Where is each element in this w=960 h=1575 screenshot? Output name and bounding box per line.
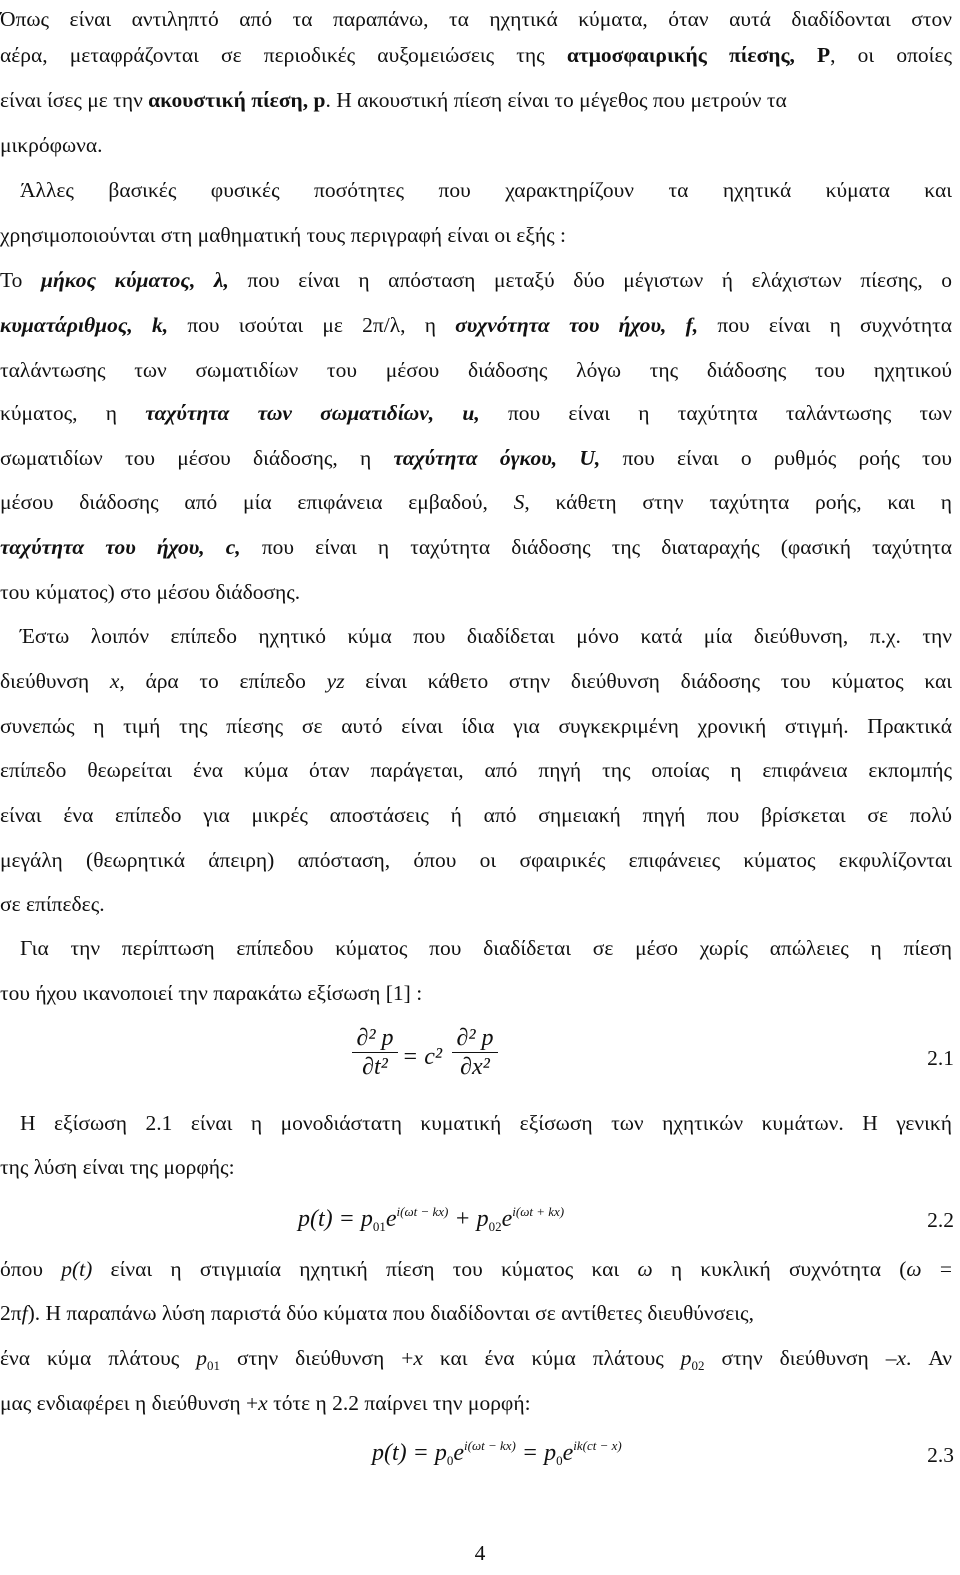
paragraph-line: σωματιδίων του μέσου διάδοσης, η ταχύτητα όγκου, U, που είναι ο ρυθμός ροής του [0,446,952,470]
equation-operator: = c² [402,1044,443,1070]
paragraph-line: κυματάριθμος, k, που ισούται με 2π/λ, η συχνότητα του ήχου, f, που είναι η συχνότητα [0,313,953,337]
paragraph-line: μεγάλη (θεωρητικά άπειρη) απόσταση, όπου οι σφαιρικές επιφάνειες κύματος εκφυλίζονται [0,848,952,872]
paragraph-line: της λύση είναι της μορφής: [0,1155,235,1179]
paragraph-line: του ήχου ικανοποιεί την παρακάτω εξίσωση [1] : [0,981,423,1005]
paragraph-line: μας ενδιαφέρει η διεύθυνση +x τότε η 2.2 παίρνει την μορφή: [0,1391,531,1415]
paragraph-line: Το μήκος κύματος, λ, που είναι η απόσταση μεταξύ δύο μέγιστων ή ελάχιστων πίεσης, ο [0,268,953,292]
equation-number: 2.1 [927,1046,954,1070]
paragraph-line: είναι ίσες με την ακουστική πίεση, p. Η ακουστική πίεση είναι το μέγεθος που μετρούν τα [0,88,787,112]
equation-number: 2.2 [927,1208,954,1232]
paragraph-line: μέσου διάδοσης από μία επιφάνεια εμβαδού, S, κάθετη στην ταχύτητα ροής, και η [0,490,952,514]
paragraph-line: είναι ένα επίπεδο για μικρές αποστάσεις ή από σημειακή πηγή που βρίσκεται σε πολύ [0,803,952,827]
equation-2-1 [0,1024,960,1094]
page-number: 4 [474,1541,486,1565]
paragraph-line: ταλάντωσης των σωματιδίων του μέσου διάδοσης λόγω της διάδοσης του ηχητικού [0,358,952,382]
paragraph-line: ταχύτητα του ήχου, c, που είναι η ταχύτητα διάδοσης της διαταραχής (φασική ταχύτητα [0,535,952,559]
paragraph-line: του κύματος) στο μέσου διάδοσης. [0,580,301,604]
paragraph-line: αέρα, μεταφράζονται σε περιοδικές αυξομειώσεις της ατμοσφαιρικής πίεσης, P, οι οποίες [0,43,952,67]
paragraph-line: διεύθυνση x, άρα το επίπεδο yz είναι κάθετο στην διεύθυνση διάδοσης του κύματος και [0,669,953,693]
equation-2-3 [0,1430,960,1500]
paragraph-line: Όπως είναι αντιληπτό από τα παραπάνω, τα ηχητικά κύματα, όταν αυτά διαδίδονται στον [0,7,952,31]
paragraph-line: 2πf). Η παραπάνω λύση παριστά δύο κύματα που διαδίδονται σε αντίθετες διευθύνσεις, [0,1301,754,1325]
equation-fraction: ∂² p ∂x² [452,1024,498,1081]
paragraph-line: όπου p(t) είναι η στιγμιαία ηχητική πίεση του κύματος και ω η κυκλική συχνότητα (ω = [0,1257,952,1281]
equation-body: $p(t) = p_0e^{i(\omega t - kx)} = p_0e^{ik(ct - x)}$ [372,1438,622,1468]
paragraph-line: συνεπώς η τιμή της πίεσης σε αυτό είναι ίδια για συγκεκριμένη χρονική στιγμή. Πρακτικά [0,714,952,738]
paragraph-line: Άλλες βασικές φυσικές ποσότητες που χαρακτηρίζουν τα ηχητικά κύματα και [20,178,952,202]
paragraph-line: μικρόφωνα. [0,133,103,157]
paragraph-line: ένα κύμα πλάτους $p_{01}$ στην διεύθυνση +x και ένα κύμα πλάτους $p_{02}$ στην διεύθυνση –x. Αν [0,1346,953,1373]
paragraph-line: Η εξίσωση 2.1 είναι η μονοδιάστατη κυματική εξίσωση των ηχητικών κυμάτων. Η γενική [20,1111,952,1135]
equation-fraction: ∂² p ∂t² [352,1024,398,1081]
equation-number: 2.3 [927,1443,954,1467]
paragraph-line: χρησιμοποιούνται στη μαθηματική τους περιγραφή είναι οι εξής : [0,223,567,247]
paragraph-line: Έστω λοιπόν επίπεδο ηχητικό κύμα που διαδίδεται μόνο κατά μία διεύθυνση, π.χ. την [20,624,952,648]
equation-body: $p(t) = p_{01}e^{i(\omega t - kx)} + p_{02}e^{i(\omega t + kx)}$ [298,1204,565,1234]
paragraph-line: κύματος, η ταχύτητα των σωματιδίων, u, που είναι η ταχύτητα ταλάντωσης των [0,401,953,425]
paragraph-line: επίπεδο θεωρείται ένα κύμα όταν παράγεται, από πηγή της οποίας η επιφάνεια εκπομπής [0,758,952,782]
paragraph-line: σε επίπεδες. [0,892,105,916]
paragraph-line: Για την περίπτωση επίπεδου κύματος που διαδίδεται σε μέσο χωρίς απώλειες η πίεση [20,936,952,960]
